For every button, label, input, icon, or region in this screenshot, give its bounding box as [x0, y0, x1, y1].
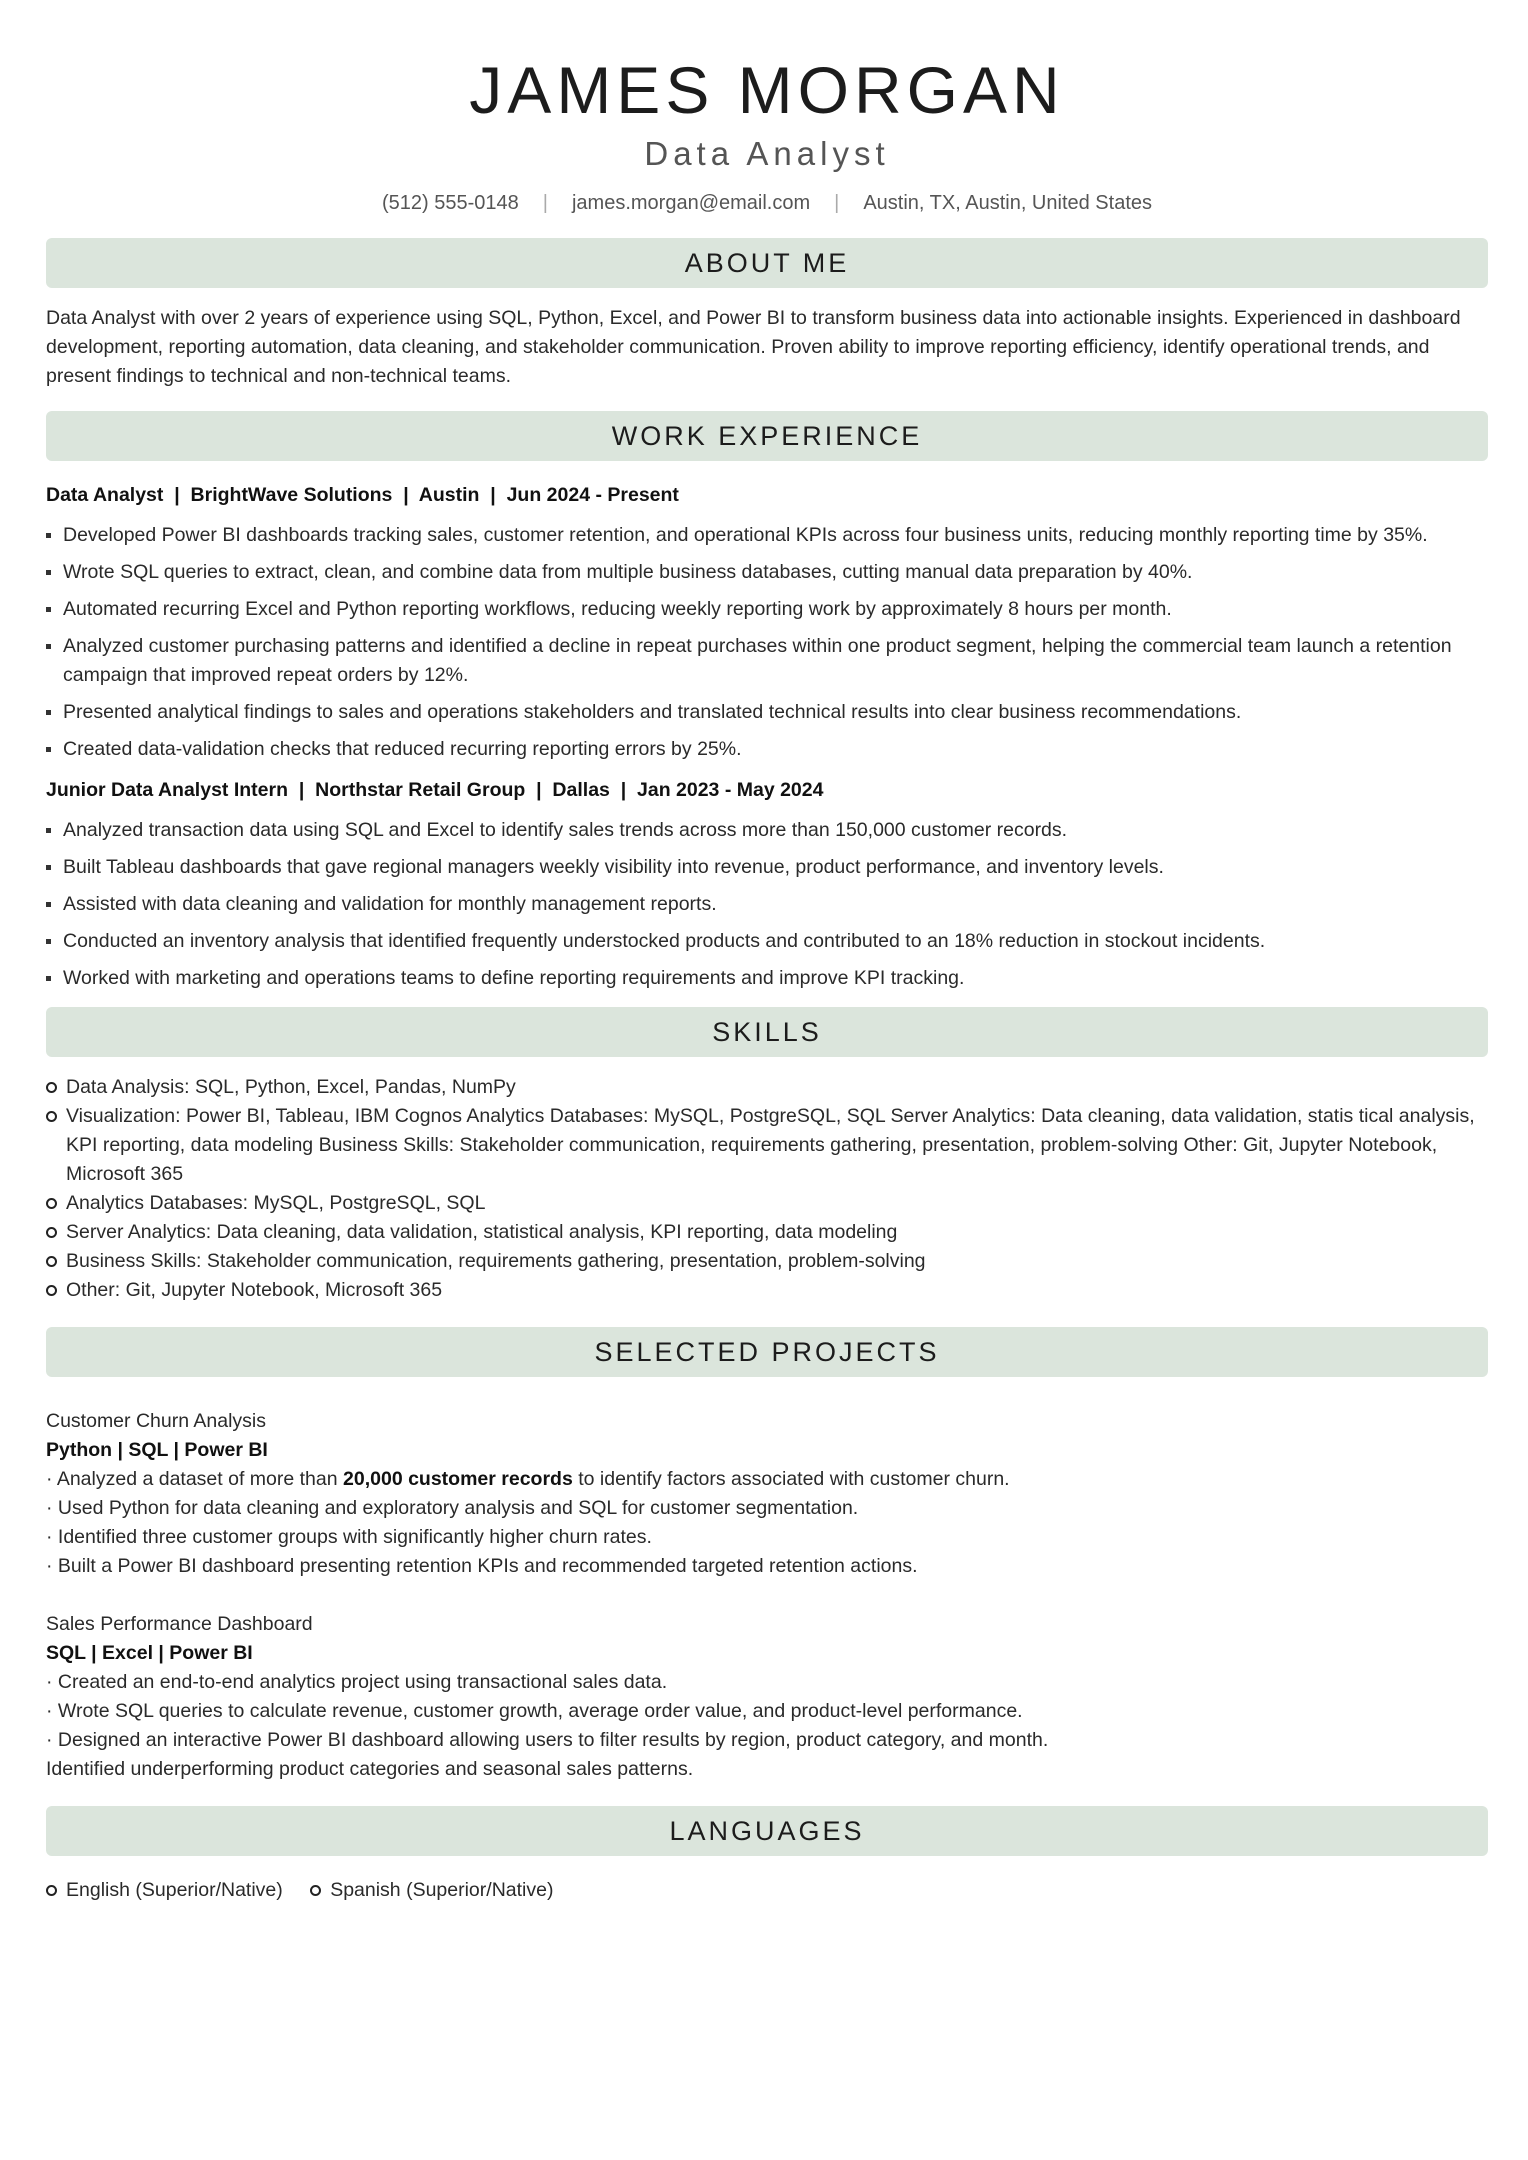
- project-name: Sales Performance Dashboard: [46, 1613, 313, 1635]
- project-name: Customer Churn Analysis: [46, 1410, 267, 1432]
- job-entry: [46, 776, 1488, 993]
- ring-bullet-icon: [46, 1198, 57, 1209]
- contact-location: Austin, TX, Austin, United States: [863, 192, 1152, 214]
- project-line: · Identified three customer groups with significantly higher churn rates.: [46, 1526, 652, 1548]
- project-entry: [46, 1407, 1488, 1581]
- list-item: Visualization: Power BI, Tableau, IBM Cognos Analytics Databases: MySQL, PostgreSQL, SQL Server Analytics: Data cleaning, data validation, statis tical analysis, KPI reporting, data modeling Business Skills: Stakeholder communication, requirements gathering, presentation, problem-solving Other: Git, Jupyter Notebook, Microsoft 365: [46, 1102, 1488, 1189]
- project-tech: SQL | Excel | Power BI: [46, 1642, 253, 1664]
- list-item: Data Analysis: SQL, Python, Excel, Pandas, NumPy: [46, 1073, 1488, 1102]
- project-line: · Designed an interactive Power BI dashboard allowing users to filter results by region, product category, and month.: [46, 1729, 1049, 1751]
- list-item: Automated recurring Excel and Python reporting workflows, reducing weekly reporting work by approximately 8 hours per month.: [46, 595, 1488, 624]
- skills-list: [46, 1073, 1488, 1305]
- contact-separator: |: [542, 192, 548, 214]
- list-item: Created data-validation checks that reduced recurring reporting errors by 25%.: [46, 735, 1488, 764]
- list-item: Analytics Databases: MySQL, PostgreSQL, SQL: [46, 1189, 1488, 1218]
- list-item: Wrote SQL queries to extract, clean, and combine data from multiple business databases, cutting manual data preparation by 40%.: [46, 558, 1488, 587]
- list-item: Business Skills: Stakeholder communication, requirements gathering, presentation, problem-solving: [46, 1247, 1488, 1276]
- list-item: Worked with marketing and operations teams to define reporting requirements and improve KPI tracking.: [46, 964, 1488, 993]
- project-line: · Built a Power BI dashboard presenting retention KPIs and recommended targeted retention actions.: [46, 1555, 918, 1577]
- candidate-title: Data Analyst: [644, 135, 890, 172]
- list-item: Developed Power BI dashboards tracking sales, customer retention, and operational KPIs across four business units, reducing monthly reporting time by 35%.: [46, 521, 1488, 550]
- list-item: Other: Git, Jupyter Notebook, Microsoft 365: [46, 1276, 1488, 1305]
- job-title: Junior Data Analyst Intern | Northstar Retail Group | Dallas | Jan 2023 - May 2024: [46, 779, 824, 801]
- language-item: Spanish (Superior/Native): [310, 1876, 553, 1905]
- list-item: Presented analytical findings to sales and operations stakeholders and translated technical results into clear business recommendations.: [46, 698, 1488, 727]
- list-item: Conducted an inventory analysis that identified frequently understocked products and contributed to an 18% reduction in stockout incidents.: [46, 927, 1488, 956]
- contact-separator: |: [834, 192, 840, 214]
- job-bullets: [46, 521, 1488, 764]
- resume-page: [46, 0, 1488, 1905]
- ring-bullet-icon: [46, 1285, 57, 1296]
- contact-line: [46, 188, 1488, 218]
- work-section-heading: WORK EXPERIENCE: [46, 411, 1488, 461]
- ring-bullet-icon: [46, 1082, 57, 1093]
- contact-email: james.morgan@email.com: [571, 192, 811, 214]
- project-line: · Used Python for data cleaning and exploratory analysis and SQL for customer segmentation.: [46, 1497, 859, 1519]
- job-bullets: [46, 816, 1488, 993]
- about-text: Data Analyst with over 2 years of experience using SQL, Python, Excel, and Power BI to transform business data into actionable insights. Experienced in dashboard development, reporting automation, data cleaning, and stakeholder communication. Proven ability to improve reporting efficiency, identify operational trends, and present findings to technical and non-technical teams.: [46, 307, 1461, 387]
- skills-section-heading: SKILLS: [46, 1007, 1488, 1057]
- job-title: Data Analyst | BrightWave Solutions | Austin | Jun 2024 - Present: [46, 484, 679, 506]
- list-item: Assisted with data cleaning and validation for monthly management reports.: [46, 890, 1488, 919]
- project-line: · Analyzed a dataset of more than 20,000 customer records to identify factors associated with customer churn.: [46, 1468, 1010, 1490]
- languages-list: [46, 1876, 1488, 1905]
- list-item: Analyzed transaction data using SQL and Excel to identify sales trends across more than 150,000 customer records.: [46, 816, 1488, 845]
- project-entry: [46, 1610, 1488, 1784]
- project-line: · Wrote SQL queries to calculate revenue, customer growth, average order value, and product-level performance.: [46, 1700, 1023, 1722]
- ring-bullet-icon: [46, 1256, 57, 1267]
- projects-section-heading: SELECTED PROJECTS: [46, 1327, 1488, 1377]
- ring-bullet-icon: [46, 1227, 57, 1238]
- list-item: Analyzed customer purchasing patterns and identified a decline in repeat purchases within one product segment, helping the commercial team launch a retention campaign that improved repeat orders by 12%.: [46, 632, 1488, 690]
- contact-phone: (512) 555-0148: [381, 192, 519, 214]
- project-line: · Created an end-to-end analytics project using transactional sales data.: [46, 1671, 668, 1693]
- language-item: English (Superior/Native): [46, 1876, 283, 1905]
- ring-bullet-icon: [46, 1885, 57, 1896]
- languages-section-heading: LANGUAGES: [46, 1806, 1488, 1856]
- list-item: Server Analytics: Data cleaning, data validation, statistical analysis, KPI reporting, data modeling: [46, 1218, 1488, 1247]
- about-section-heading: ABOUT ME: [46, 238, 1488, 288]
- ring-bullet-icon: [46, 1111, 57, 1122]
- job-entry: [46, 481, 1488, 764]
- candidate-name: JAMES MORGAN: [469, 53, 1065, 127]
- ring-bullet-icon: [310, 1885, 321, 1896]
- project-tech: Python | SQL | Power BI: [46, 1439, 268, 1461]
- project-line: Identified underperforming product categories and seasonal sales patterns.: [46, 1758, 694, 1780]
- list-item: Built Tableau dashboards that gave regional managers weekly visibility into revenue, product performance, and inventory levels.: [46, 853, 1488, 882]
